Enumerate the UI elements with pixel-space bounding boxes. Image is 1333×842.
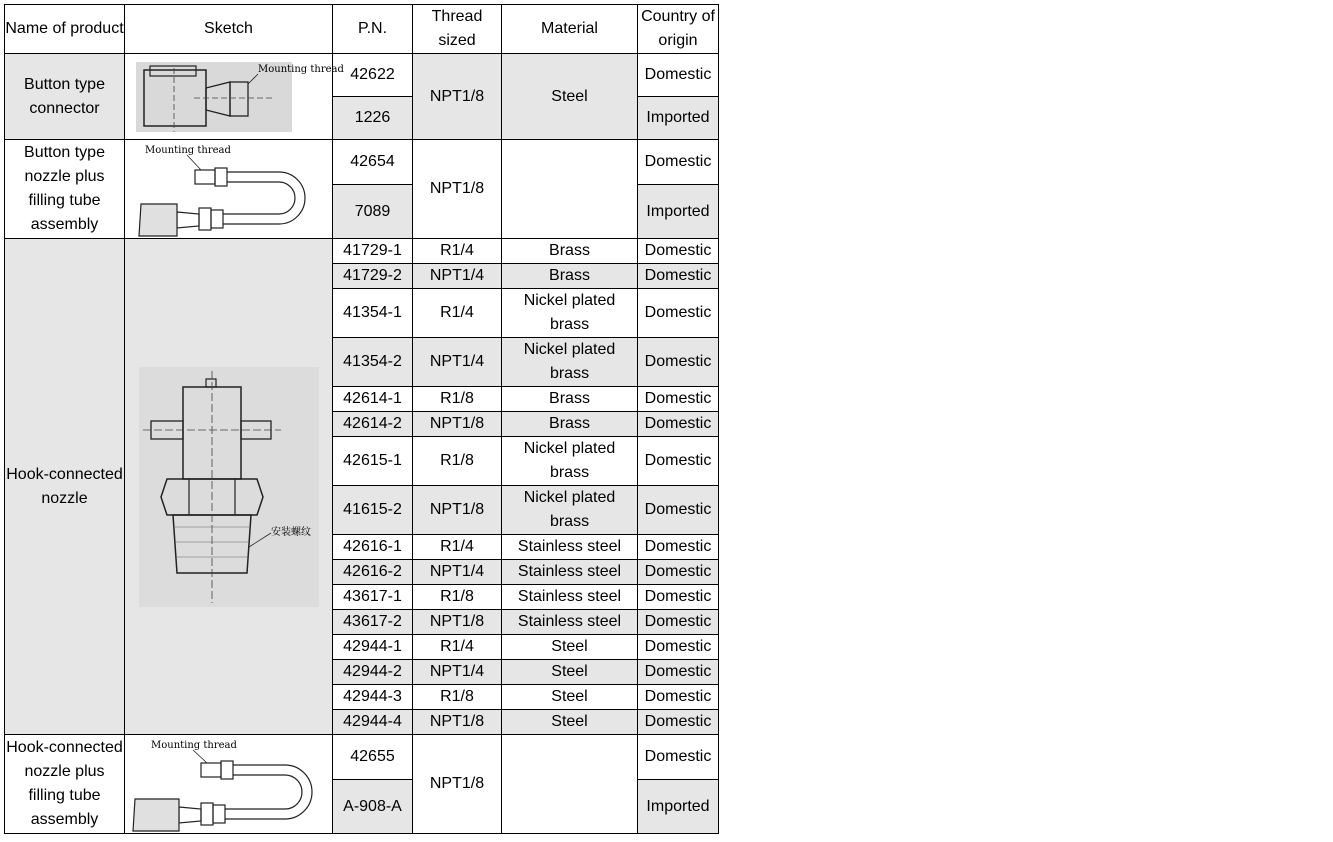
header-material: Material: [502, 5, 638, 54]
material-cell: Brass: [502, 264, 638, 289]
pn-cell: 42944-4: [333, 710, 413, 735]
country-cell: Domestic: [638, 264, 719, 289]
button-connector-sketch-icon: [134, 60, 344, 134]
material-cell: Steel: [502, 685, 638, 710]
thread-cell: NPT1/8: [413, 412, 502, 437]
country-cell: Domestic: [638, 610, 719, 635]
pn-cell: 42614-1: [333, 387, 413, 412]
material-cell: [502, 140, 638, 239]
thread-cell: R1/4: [413, 635, 502, 660]
material-cell: Steel: [502, 710, 638, 735]
country-cell: Domestic: [638, 289, 719, 338]
header-pn: P.N.: [333, 5, 413, 54]
sketch-hook-nozzle: [125, 239, 333, 735]
country-cell: Imported: [638, 780, 719, 834]
thread-cell: NPT1/4: [413, 338, 502, 387]
material-cell: Steel: [502, 635, 638, 660]
thread-cell: NPT1/8: [413, 140, 502, 239]
product-name: Hook-connected nozzle plus filling tube assembly: [5, 735, 125, 834]
table-row: [5, 735, 719, 780]
material-cell: Steel: [502, 54, 638, 140]
nozzle-tube-assembly-sketch-icon: [129, 142, 329, 236]
header-name: Name of product: [5, 5, 125, 54]
material-cell: [502, 735, 638, 834]
thread-cell: NPT1/8: [413, 735, 502, 834]
pn-cell: 42616-1: [333, 535, 413, 560]
thread-cell: R1/8: [413, 685, 502, 710]
header-thread: Thread sized: [413, 5, 502, 54]
pn-cell: 43617-2: [333, 610, 413, 635]
material-cell: Nickel plated brass: [502, 338, 638, 387]
material-cell: Stainless steel: [502, 535, 638, 560]
country-cell: Domestic: [638, 486, 719, 535]
pn-cell: 41354-2: [333, 338, 413, 387]
country-cell: Domestic: [638, 585, 719, 610]
country-cell: Domestic: [638, 660, 719, 685]
thread-cell: R1/4: [413, 239, 502, 264]
pn-cell: 1226: [333, 97, 413, 140]
country-cell: Domestic: [638, 437, 719, 486]
sketch-label: 安装螺纹: [270, 526, 311, 538]
pn-cell: 42944-3: [333, 685, 413, 710]
pn-cell: 42622: [333, 54, 413, 97]
thread-cell: NPT1/8: [413, 610, 502, 635]
country-cell: Domestic: [638, 387, 719, 412]
sketch-label: Mounting thread: [257, 63, 344, 75]
material-cell: Stainless steel: [502, 585, 638, 610]
country-cell: Domestic: [638, 560, 719, 585]
country-cell: Domestic: [638, 710, 719, 735]
sketch-button-connector: [125, 54, 344, 140]
country-cell: Domestic: [638, 338, 719, 387]
pn-cell: 43617-1: [333, 585, 413, 610]
pn-cell: 7089: [333, 185, 413, 239]
thread-cell: R1/8: [413, 437, 502, 486]
pn-cell: 41729-2: [333, 264, 413, 289]
table-row: [5, 140, 719, 185]
sketch-label: Mounting thread: [144, 145, 231, 156]
header-country: Country of origin: [638, 5, 719, 54]
country-cell: Domestic: [638, 140, 719, 185]
country-cell: Domestic: [638, 635, 719, 660]
pn-cell: 42944-1: [333, 635, 413, 660]
thread-cell: NPT1/4: [413, 264, 502, 289]
country-cell: Domestic: [638, 412, 719, 437]
product-name: Hook-connected nozzle: [5, 239, 125, 735]
material-cell: Brass: [502, 412, 638, 437]
country-cell: Domestic: [638, 239, 719, 264]
thread-cell: NPT1/8: [413, 486, 502, 535]
material-cell: Stainless steel: [502, 610, 638, 635]
country-cell: Domestic: [638, 735, 719, 780]
pn-cell: 42944-2: [333, 660, 413, 685]
pn-cell: 42616-2: [333, 560, 413, 585]
material-cell: Nickel plated brass: [502, 486, 638, 535]
pn-cell: 42655: [333, 735, 413, 780]
table-row: [5, 54, 719, 97]
pn-cell: 41729-1: [333, 239, 413, 264]
product-name: Button type nozzle plus filling tube assembly: [5, 140, 125, 239]
product-spec-table: [4, 4, 719, 834]
country-cell: Imported: [638, 185, 719, 239]
country-cell: Domestic: [638, 535, 719, 560]
material-cell: Steel: [502, 660, 638, 685]
material-cell: Nickel plated brass: [502, 437, 638, 486]
header-sketch: Sketch: [125, 5, 333, 54]
hook-nozzle-tube-assembly-sketch-icon: [129, 737, 329, 831]
product-name: Button type connector: [5, 54, 125, 140]
thread-cell: R1/8: [413, 387, 502, 412]
country-cell: Domestic: [638, 54, 719, 97]
thread-cell: R1/8: [413, 585, 502, 610]
table-row: [5, 239, 719, 264]
sketch-hook-nozzle-tube: [125, 735, 333, 834]
hook-nozzle-sketch-icon: [139, 367, 319, 607]
thread-cell: NPT1/4: [413, 560, 502, 585]
thread-cell: NPT1/8: [413, 54, 502, 140]
material-cell: Stainless steel: [502, 560, 638, 585]
pn-cell: 41354-1: [333, 289, 413, 338]
sketch-label: Mounting thread: [150, 740, 237, 751]
thread-cell: NPT1/8: [413, 710, 502, 735]
pn-cell: 42614-2: [333, 412, 413, 437]
country-cell: Domestic: [638, 685, 719, 710]
sketch-button-nozzle-tube: [125, 140, 333, 239]
thread-cell: R1/4: [413, 289, 502, 338]
header-row: [5, 5, 719, 54]
pn-cell: A-908-A: [333, 780, 413, 834]
pn-cell: 42615-1: [333, 437, 413, 486]
thread-cell: NPT1/4: [413, 660, 502, 685]
pn-cell: 42654: [333, 140, 413, 185]
material-cell: Nickel plated brass: [502, 289, 638, 338]
material-cell: Brass: [502, 239, 638, 264]
pn-cell: 41615-2: [333, 486, 413, 535]
country-cell: Imported: [638, 97, 719, 140]
thread-cell: R1/4: [413, 535, 502, 560]
material-cell: Brass: [502, 387, 638, 412]
